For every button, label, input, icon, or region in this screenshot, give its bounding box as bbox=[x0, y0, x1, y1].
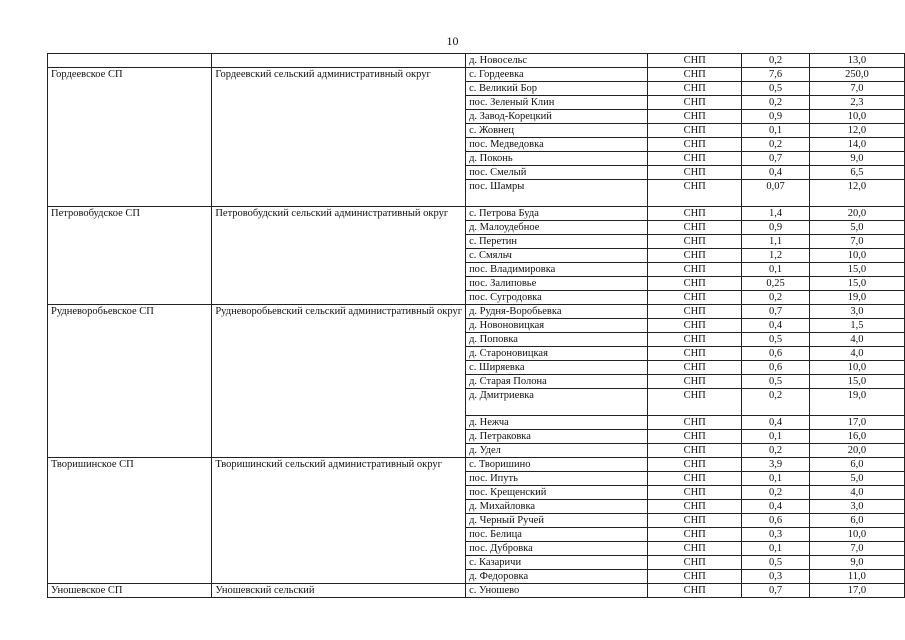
locality-cell: д. Рудня-Воробьевка bbox=[466, 305, 648, 319]
value2-cell: 4,0 bbox=[809, 333, 904, 347]
value2-cell: 5,0 bbox=[809, 472, 904, 486]
value2-cell: 20,0 bbox=[809, 444, 904, 458]
value2-cell: 14,0 bbox=[809, 138, 904, 152]
value2-cell: 4,0 bbox=[809, 347, 904, 361]
value1-cell: 0,2 bbox=[742, 444, 809, 458]
value2-cell: 17,0 bbox=[809, 416, 904, 430]
value1-cell: 0,3 bbox=[742, 528, 809, 542]
value2-cell: 6,0 bbox=[809, 514, 904, 528]
okrug-name-cell: Петровобудский сельский административный округ bbox=[212, 207, 466, 305]
value1-cell: 7,6 bbox=[742, 68, 809, 82]
locality-cell: пос. Крещенский bbox=[466, 486, 648, 500]
value2-cell: 1,5 bbox=[809, 319, 904, 333]
value1-cell: 0,1 bbox=[742, 430, 809, 444]
value1-cell: 0,2 bbox=[742, 486, 809, 500]
locality-cell: пос. Медведовка bbox=[466, 138, 648, 152]
locality-cell: с. Творишино bbox=[466, 458, 648, 472]
value1-cell: 0,3 bbox=[742, 570, 809, 584]
locality-cell: д. Поповка bbox=[466, 333, 648, 347]
type-cell: СНП bbox=[648, 291, 742, 305]
okrug-name-cell: Уношевский сельский bbox=[212, 584, 466, 598]
value2-cell: 10,0 bbox=[809, 361, 904, 375]
locality-cell: пос. Белица bbox=[466, 528, 648, 542]
locality-cell: д. Староновицкая bbox=[466, 347, 648, 361]
okrug-name-cell: Творишинский сельский административный округ bbox=[212, 458, 466, 584]
type-cell: СНП bbox=[648, 500, 742, 514]
locality-cell: пос. Сугродовка bbox=[466, 291, 648, 305]
type-cell: СНП bbox=[648, 416, 742, 430]
type-cell: СНП bbox=[648, 514, 742, 528]
type-cell: СНП bbox=[648, 542, 742, 556]
locality-cell: д. Нежча bbox=[466, 416, 648, 430]
locality-cell: д. Удел bbox=[466, 444, 648, 458]
locality-cell: пос. Смелый bbox=[466, 166, 648, 180]
value1-cell: 0,6 bbox=[742, 514, 809, 528]
locality-cell: с. Петрова Буда bbox=[466, 207, 648, 221]
type-cell: СНП bbox=[648, 305, 742, 319]
type-cell: СНП bbox=[648, 444, 742, 458]
value2-cell: 7,0 bbox=[809, 82, 904, 96]
value2-cell: 12,0 bbox=[809, 124, 904, 138]
locality-cell: д. Малоудебное bbox=[466, 221, 648, 235]
locality-cell: с. Жовнец bbox=[466, 124, 648, 138]
value1-cell: 0,4 bbox=[742, 416, 809, 430]
settlement-name-cell: Рудневоробьевское СП bbox=[48, 305, 212, 458]
value1-cell: 0,7 bbox=[742, 152, 809, 166]
value1-cell: 0,1 bbox=[742, 124, 809, 138]
value1-cell: 0,1 bbox=[742, 472, 809, 486]
table-row bbox=[48, 54, 905, 68]
type-cell: СНП bbox=[648, 347, 742, 361]
table-row bbox=[48, 305, 905, 319]
value2-cell: 2,3 bbox=[809, 96, 904, 110]
table-row bbox=[48, 584, 905, 598]
settlement-name-cell: Гордеевское СП bbox=[48, 68, 212, 207]
value2-cell: 15,0 bbox=[809, 277, 904, 291]
value2-cell: 15,0 bbox=[809, 263, 904, 277]
locality-cell: пос. Залиповье bbox=[466, 277, 648, 291]
locality-cell: с. Смяльч bbox=[466, 249, 648, 263]
value1-cell: 0,7 bbox=[742, 584, 809, 598]
value1-cell: 0,4 bbox=[742, 500, 809, 514]
type-cell: СНП bbox=[648, 472, 742, 486]
type-cell: СНП bbox=[648, 319, 742, 333]
value1-cell: 0,6 bbox=[742, 361, 809, 375]
locality-cell: пос. Дубровка bbox=[466, 542, 648, 556]
type-cell: СНП bbox=[648, 221, 742, 235]
value1-cell: 1,1 bbox=[742, 235, 809, 249]
value1-cell: 0,4 bbox=[742, 166, 809, 180]
okrug-name-cell bbox=[212, 54, 466, 68]
locality-cell: д. Новосельс bbox=[466, 54, 648, 68]
type-cell: СНП bbox=[648, 486, 742, 500]
value1-cell: 0,2 bbox=[742, 96, 809, 110]
value1-cell: 0,2 bbox=[742, 54, 809, 68]
value2-cell: 16,0 bbox=[809, 430, 904, 444]
value2-cell: 9,0 bbox=[809, 556, 904, 570]
value2-cell: 19,0 bbox=[809, 389, 904, 416]
type-cell: СНП bbox=[648, 333, 742, 347]
value1-cell: 0,4 bbox=[742, 319, 809, 333]
value2-cell: 9,0 bbox=[809, 152, 904, 166]
okrug-name-cell: Рудневоробьевский сельский административный округ bbox=[212, 305, 466, 458]
type-cell: СНП bbox=[648, 458, 742, 472]
locality-cell: с. Казаричи bbox=[466, 556, 648, 570]
type-cell: СНП bbox=[648, 375, 742, 389]
value2-cell: 6,5 bbox=[809, 166, 904, 180]
locality-cell: д. Старая Полона bbox=[466, 375, 648, 389]
type-cell: СНП bbox=[648, 152, 742, 166]
value1-cell: 1,4 bbox=[742, 207, 809, 221]
type-cell: СНП bbox=[648, 528, 742, 542]
value2-cell: 10,0 bbox=[809, 110, 904, 124]
value2-cell: 15,0 bbox=[809, 375, 904, 389]
type-cell: СНП bbox=[648, 54, 742, 68]
locality-cell: пос. Владимировка bbox=[466, 263, 648, 277]
settlement-name-cell: Уношевское СП bbox=[48, 584, 212, 598]
value1-cell: 0,5 bbox=[742, 375, 809, 389]
value2-cell: 20,0 bbox=[809, 207, 904, 221]
locality-cell: пос. Шамры bbox=[466, 180, 648, 207]
value1-cell: 0,9 bbox=[742, 221, 809, 235]
locality-cell: д. Михайловка bbox=[466, 500, 648, 514]
locality-cell: с. Ширяевка bbox=[466, 361, 648, 375]
type-cell: СНП bbox=[648, 263, 742, 277]
value2-cell: 19,0 bbox=[809, 291, 904, 305]
value1-cell: 0,2 bbox=[742, 291, 809, 305]
locality-cell: д. Поконь bbox=[466, 152, 648, 166]
locality-cell: д. Черный Ручей bbox=[466, 514, 648, 528]
type-cell: СНП bbox=[648, 389, 742, 416]
page-number: 10 bbox=[446, 34, 459, 48]
value1-cell: 0,5 bbox=[742, 333, 809, 347]
settlement-name-cell: Петровобудское СП bbox=[48, 207, 212, 305]
locality-cell: пос. Зеленый Клин bbox=[466, 96, 648, 110]
value1-cell: 0,9 bbox=[742, 110, 809, 124]
type-cell: СНП bbox=[648, 361, 742, 375]
type-cell: СНП bbox=[648, 556, 742, 570]
value1-cell: 0,1 bbox=[742, 542, 809, 556]
type-cell: СНП bbox=[648, 277, 742, 291]
value1-cell: 0,5 bbox=[742, 82, 809, 96]
value1-cell: 1,2 bbox=[742, 249, 809, 263]
type-cell: СНП bbox=[648, 249, 742, 263]
value1-cell: 0,25 bbox=[742, 277, 809, 291]
value1-cell: 0,7 bbox=[742, 305, 809, 319]
value2-cell: 3,0 bbox=[809, 500, 904, 514]
table-row bbox=[48, 68, 905, 82]
locality-cell: д. Дмитриевка bbox=[466, 389, 648, 416]
type-cell: СНП bbox=[648, 166, 742, 180]
type-cell: СНП bbox=[648, 138, 742, 152]
table-row bbox=[48, 207, 905, 221]
value1-cell: 0,2 bbox=[742, 138, 809, 152]
value2-cell: 10,0 bbox=[809, 528, 904, 542]
locality-cell: д. Петраковка bbox=[466, 430, 648, 444]
type-cell: СНП bbox=[648, 180, 742, 207]
type-cell: СНП bbox=[648, 96, 742, 110]
locality-cell: д. Завод-Корецкий bbox=[466, 110, 648, 124]
settlement-name-cell bbox=[48, 54, 212, 68]
type-cell: СНП bbox=[648, 82, 742, 96]
okrug-name-cell: Гордеевский сельский административный округ bbox=[212, 68, 466, 207]
type-cell: СНП bbox=[648, 235, 742, 249]
value2-cell: 12,0 bbox=[809, 180, 904, 207]
value1-cell: 0,07 bbox=[742, 180, 809, 207]
value1-cell: 0,5 bbox=[742, 556, 809, 570]
settlements-table bbox=[47, 53, 905, 598]
value1-cell: 0,1 bbox=[742, 263, 809, 277]
value2-cell: 5,0 bbox=[809, 221, 904, 235]
value1-cell: 0,2 bbox=[742, 389, 809, 416]
type-cell: СНП bbox=[648, 570, 742, 584]
value2-cell: 11,0 bbox=[809, 570, 904, 584]
value2-cell: 7,0 bbox=[809, 235, 904, 249]
locality-cell: с. Гордеевка bbox=[466, 68, 648, 82]
value2-cell: 3,0 bbox=[809, 305, 904, 319]
value1-cell: 0,6 bbox=[742, 347, 809, 361]
locality-cell: с. Уношево bbox=[466, 584, 648, 598]
settlement-name-cell: Творишинское СП bbox=[48, 458, 212, 584]
locality-cell: с. Перетин bbox=[466, 235, 648, 249]
type-cell: СНП bbox=[648, 124, 742, 138]
type-cell: СНП bbox=[648, 584, 742, 598]
value2-cell: 13,0 bbox=[809, 54, 904, 68]
type-cell: СНП bbox=[648, 110, 742, 124]
value2-cell: 6,0 bbox=[809, 458, 904, 472]
value2-cell: 4,0 bbox=[809, 486, 904, 500]
value2-cell: 17,0 bbox=[809, 584, 904, 598]
value2-cell: 250,0 bbox=[809, 68, 904, 82]
value1-cell: 3,9 bbox=[742, 458, 809, 472]
type-cell: СНП bbox=[648, 207, 742, 221]
type-cell: СНП bbox=[648, 68, 742, 82]
locality-cell: д. Федоровка bbox=[466, 570, 648, 584]
type-cell: СНП bbox=[648, 430, 742, 444]
locality-cell: пос. Ипуть bbox=[466, 472, 648, 486]
locality-cell: д. Новоновицкая bbox=[466, 319, 648, 333]
value2-cell: 7,0 bbox=[809, 542, 904, 556]
locality-cell: с. Великий Бор bbox=[466, 82, 648, 96]
table-row bbox=[48, 458, 905, 472]
value2-cell: 10,0 bbox=[809, 249, 904, 263]
